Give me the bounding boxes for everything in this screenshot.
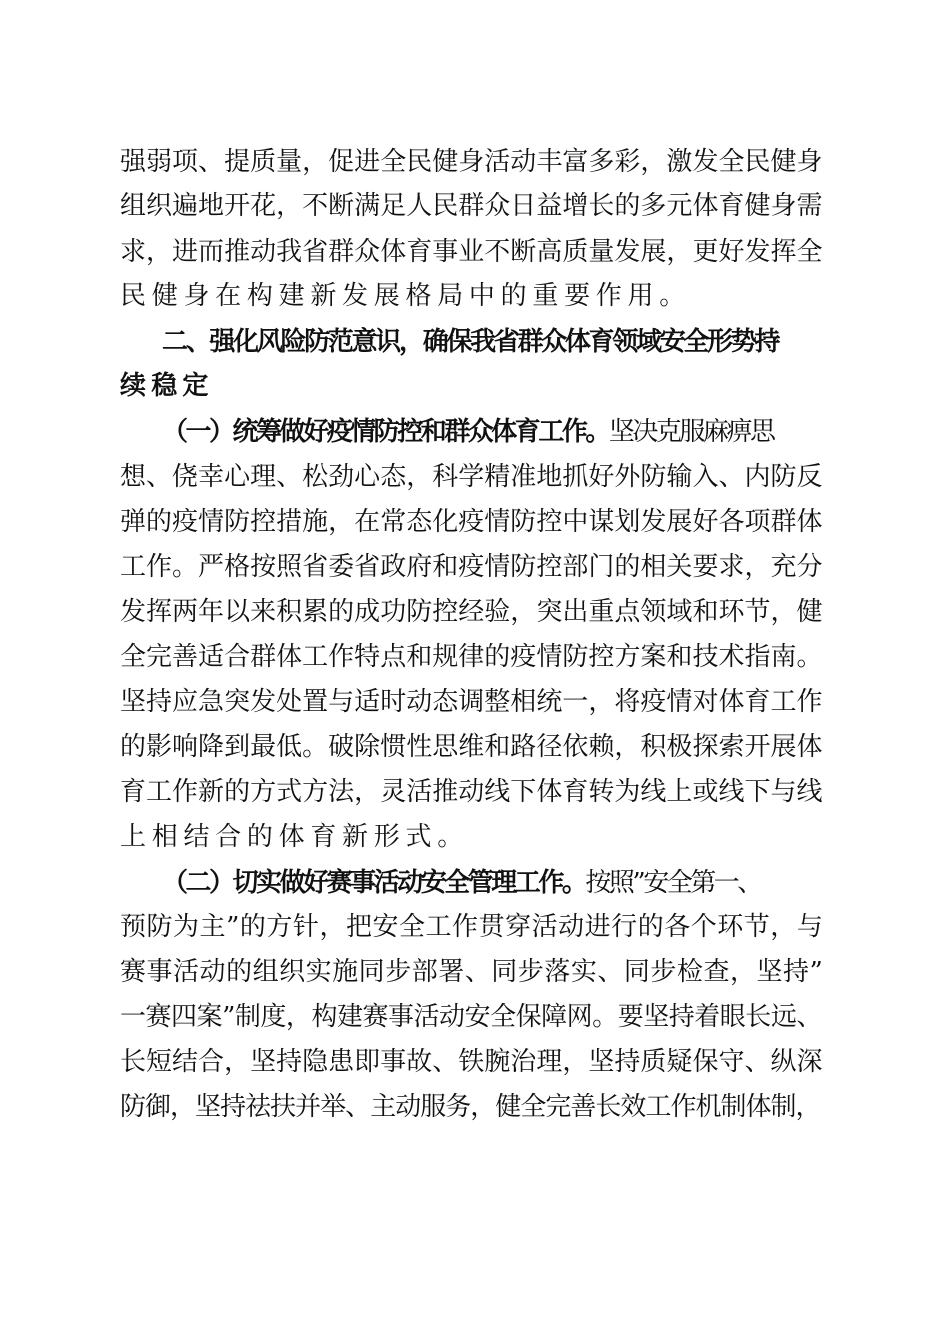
paragraph-line: 的影响降到最低。破除惯性思维和路径依赖，积极探索开展体 [120,732,823,762]
paragraph-line: 坚持应急突发处置与适时动态调整相统一，将疫情对体育工作 [120,687,823,717]
paragraph-line: 想、侥幸心理、松劲心态，科学精准地抓好外防输入、内防反 [120,462,823,492]
section-heading-cont: 续稳定 [120,371,214,401]
paragraph-line: 组织遍地开花，不断满足人民群众日益增长的多元体育健身需 [120,191,823,221]
paragraph-line: 强弱项、提质量，促进全民健身活动丰富多彩，激发全民健身 [120,147,823,177]
paragraph-line: 全完善适合群体工作特点和规律的疫情防控方案和技术指南。 [120,642,823,672]
paragraph-line: 求，进而推动我省群众体育事业不断高质量发展，更好发挥全 [120,237,823,267]
item-first-line [162,866,874,900]
paragraph-line: 预防为主”的方针，把安全工作贯穿活动进行的各个环节，与 [120,912,824,942]
paragraph-line: 赛事活动的组织实施同步部署、同步落实、同步检查，坚持” [120,957,824,987]
item-first-line [162,415,874,449]
paragraph-line: 工作。严格按照省委省政府和疫情防控部门的相关要求，充分 [120,552,823,582]
paragraph-line: 弹的疫情防控措施，在常态化疫情防控中谋划发展好各项群体 [120,507,823,537]
paragraph-line: 育工作新的方式方法，灵活推动线下体育转为线上或线下与线 [120,777,823,807]
paragraph-line: 发挥两年以来积累的成功防控经验，突出重点领域和环节，健 [120,597,823,627]
item-text: 坚决克服麻痹思 [608,417,774,447]
paragraph-line: 防御，坚持祛扶并举、主动服务，健全完善长效工作机制体制， [120,1092,821,1122]
paragraph-line: 民健身在构建新发展格局中的重要作用。 [120,281,691,311]
section-heading: 二、强化风险防范意识，确保我省群众体育领域安全形势持 [162,327,779,357]
paragraph-line: 上相结合的体育新形式。 [120,822,469,852]
item-text: 按照”安全第一、 [585,868,761,898]
item-title: （一）统筹做好疫情防控和群众体育工作。 [162,417,609,447]
paragraph-line: 长短结合，坚持隐患即事故、铁腕治理，坚持质疑保守、纵深 [120,1047,823,1077]
paragraph-line: 一赛四案”制度，构建赛事活动安全保障网。要坚持着眼长远、 [120,1002,822,1032]
item-title: （二）切实做好赛事活动安全管理工作。 [162,868,586,898]
